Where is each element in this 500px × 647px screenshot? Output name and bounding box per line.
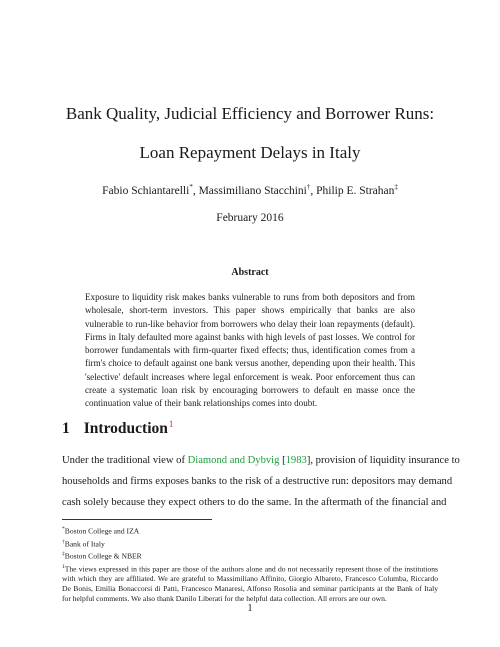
citation-link[interactable]: Diamond and Dybvig <box>187 455 280 466</box>
author-name: Massimiliano Stacchini <box>198 184 307 197</box>
footnote-rule <box>62 519 212 520</box>
author-name: Fabio Schiantarelli <box>102 184 190 197</box>
abstract-text: Exposure to liquidity risk makes banks vulnerable to runs from both depositors and from wholesale, short-term investors. This paper shows empirically that banks are also vulnerable to run-like behavior from borrowers who delay their loan repayments (default). Firms in Italy defaulted more against banks with high levels of past losses. We control for borrower fundamentals with firm-quarter fixed effects; thus, identification comes from a firm's choice to default against one bank versus another, depending upon their health. This 'selective' default increases where legal enforcement is weak. Poor enforcement thus can create a systematic loan risk by encouraging borrowers to default en masse once the continuation value of their bank relationships comes into doubt. <box>85 292 415 409</box>
citation-year-link[interactable]: 1983 <box>285 455 307 466</box>
footnote: *Boston College and IZA <box>62 526 140 536</box>
footnote: ‡Boston College & NBER <box>62 551 142 561</box>
intro-line-1: Under the traditional view of Diamond and Dybvig [1983], provision of liquidity insurance to <box>62 455 460 466</box>
intro-line-2: households and firms exposes banks to the risk of a destructive run: depositors may demand <box>62 475 453 487</box>
footnote: †Bank of Italy <box>62 538 105 549</box>
author-list: Fabio Schiantarelli*, Massimiliano Stacchini†, Philip E. Strahan‡ <box>102 183 398 197</box>
section-title: Introduction <box>83 420 168 438</box>
author-name: Philip E. Strahan <box>316 184 395 197</box>
author-mark: † <box>306 183 311 191</box>
paper-title-line-1: Bank Quality, Judicial Efficiency and Borrower Runs: <box>65 104 435 123</box>
footnotes <box>62 524 438 604</box>
section-heading <box>62 419 173 438</box>
author-mark: * <box>189 183 193 191</box>
publication-date: February 2016 <box>216 212 284 224</box>
section-footnote-link[interactable]: 1 <box>168 419 174 429</box>
page-number: 1 <box>247 603 253 614</box>
intro-line-3: cash solely because they expect others to do the same. In the aftermath of the financial and <box>62 496 447 508</box>
footnote: $^1$The views expressed in this paper are those of the authors alone and do not necessarily represent those of the institutions with which they are affiliated. We are grateful to Massimiliano Affinito, Giorgio Albareto, Francesco Columba, Riccardo De Bonis, Emilia Bonaccorsi di Patti, Francesco Manaresi, Alfonso Rosolia and seminar participants at the Bank of Italy for helpful comments. We also thank Danilo Liberati for the helpful data collection. All errors are our own. <box>62 563 438 604</box>
author-mark: ‡ <box>394 183 398 191</box>
intro-paragraph <box>62 451 460 513</box>
section-number: 1 <box>62 420 70 438</box>
paper-title-line-2: Loan Repayment Delays in Italy <box>139 143 361 162</box>
abstract-heading: Abstract <box>231 267 269 278</box>
